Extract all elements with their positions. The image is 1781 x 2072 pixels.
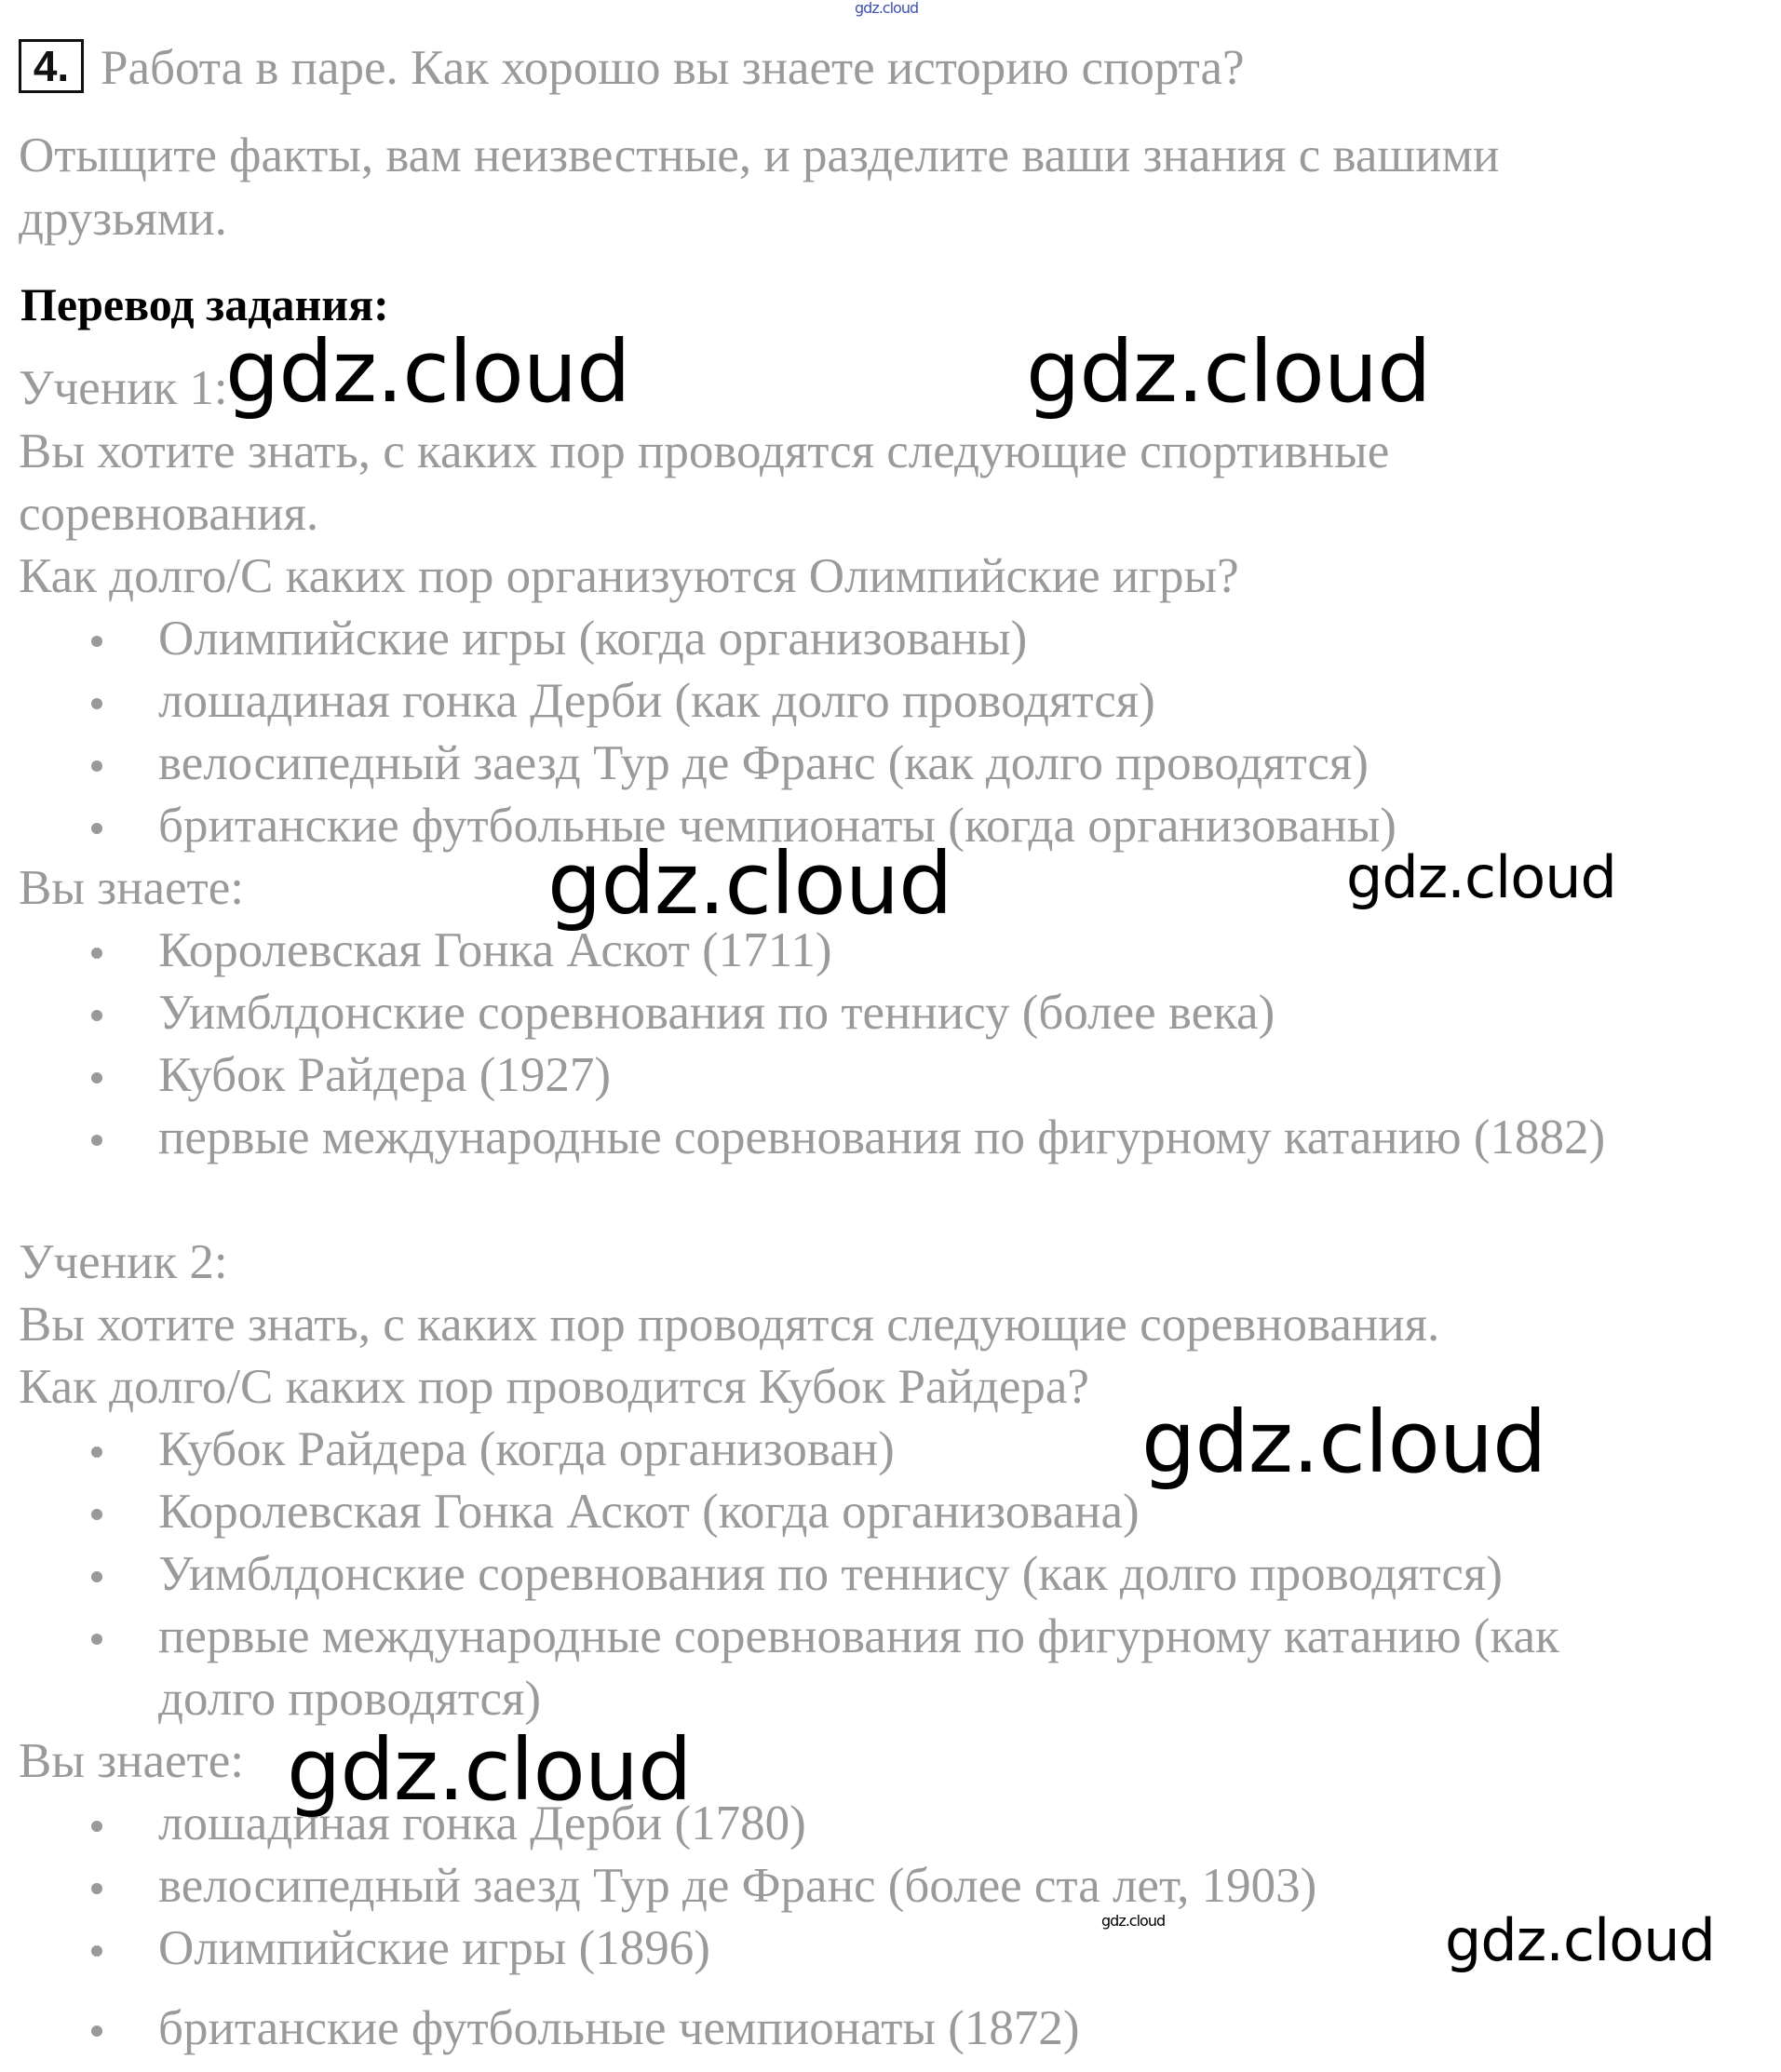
watermark: gdz.cloud bbox=[1346, 843, 1616, 911]
watermark: gdz.cloud bbox=[1445, 1906, 1715, 1974]
bullet-marker bbox=[91, 698, 102, 709]
bullet-marker bbox=[91, 1010, 102, 1021]
student2-fact: лошадиная гонка Дерби (1780) bbox=[158, 1796, 806, 1850]
watermark: gdz.cloud bbox=[225, 322, 630, 422]
student2-item: Королевская Гонка Аскот (когда организована) bbox=[158, 1485, 1140, 1539]
student2-label: Ученик 2: bbox=[19, 1235, 228, 1289]
bullet-marker bbox=[91, 948, 102, 959]
task-instruction-line2: друзьями. bbox=[19, 192, 227, 246]
student1-question: Как долго/С каких пор организуются Олимпийские игры? bbox=[19, 549, 1239, 603]
watermark: gdz.cloud bbox=[287, 1720, 692, 1820]
watermark: gdz.cloud bbox=[547, 834, 952, 934]
task-number: 4. bbox=[19, 39, 84, 93]
student1-item: Олимпийские игры (когда организованы) bbox=[158, 612, 1028, 666]
student2-fact: Олимпийские игры (1896) bbox=[158, 1921, 710, 1975]
student1-intro-line1: Вы хотите знать, с каких пор проводятся следующие спортивные bbox=[19, 424, 1390, 478]
student1-fact: Кубок Райдера (1927) bbox=[158, 1048, 612, 1102]
student2-intro: Вы хотите знать, с каких пор проводятся следующие соревнования. bbox=[19, 1298, 1440, 1352]
bullet-marker bbox=[91, 823, 102, 834]
watermark: gdz.cloud bbox=[1026, 322, 1431, 422]
task-instruction-line1: Отыщите факты, вам неизвестные, и разделите ваши знания с вашими bbox=[19, 128, 1500, 182]
bullet-marker bbox=[91, 2025, 102, 2037]
bullet-marker bbox=[91, 1446, 102, 1458]
student1-fact: Королевская Гонка Аскот (1711) bbox=[158, 923, 832, 977]
student2-item: первые международные соревнования по фигурному катанию (как bbox=[158, 1609, 1559, 1663]
student1-intro-line2: соревнования. bbox=[19, 487, 319, 541]
student1-item: велосипедный заезд Тур де Франс (как долго проводятся) bbox=[158, 736, 1369, 790]
student2-fact: велосипедный заезд Тур де Франс (более ста лет, 1903) bbox=[158, 1859, 1317, 1913]
bullet-marker bbox=[91, 1634, 102, 1645]
student2-item: Кубок Райдера (когда организован) bbox=[158, 1422, 895, 1476]
translation-heading: Перевод задания: bbox=[20, 278, 389, 330]
task-title: Работа в паре. Как хорошо вы знаете историю спорта? bbox=[101, 41, 1245, 95]
bullet-marker bbox=[91, 760, 102, 772]
student2-item-continuation: долго проводятся) bbox=[158, 1672, 542, 1726]
bullet-marker bbox=[91, 1509, 102, 1520]
student1-item: лошадиная гонка Дерби (как долго проводятся) bbox=[158, 674, 1155, 728]
student1-fact: Уимблдонские соревнования по теннису (более века) bbox=[158, 986, 1275, 1040]
watermark: gdz.cloud bbox=[1141, 1393, 1546, 1492]
student2-you-know-label: Вы знаете: bbox=[19, 1734, 244, 1788]
student1-fact: первые международные соревнования по фигурному катанию (1882) bbox=[158, 1110, 1606, 1164]
bullet-marker bbox=[91, 1571, 102, 1582]
bullet-marker bbox=[91, 1135, 102, 1146]
bullet-marker bbox=[91, 1883, 102, 1894]
watermark: gdz.cloud bbox=[1101, 1912, 1166, 1930]
watermark-top: gdz.cloud bbox=[855, 0, 919, 17]
bullet-marker bbox=[91, 636, 102, 647]
student2-fact: британские футбольные чемпионаты (1872) bbox=[158, 2001, 1080, 2055]
student1-item: британские футбольные чемпионаты (когда организованы) bbox=[158, 799, 1396, 853]
bullet-marker bbox=[91, 1072, 102, 1083]
student1-label: Ученик 1: bbox=[19, 361, 228, 415]
student1-you-know-label: Вы знаете: bbox=[19, 861, 244, 915]
student2-question: Как долго/С каких пор проводится Кубок Райдера? bbox=[19, 1360, 1089, 1414]
student2-item: Уимблдонские соревнования по теннису (как долго проводятся) bbox=[158, 1547, 1503, 1601]
bullet-marker bbox=[91, 1821, 102, 1832]
bullet-marker bbox=[91, 1945, 102, 1957]
